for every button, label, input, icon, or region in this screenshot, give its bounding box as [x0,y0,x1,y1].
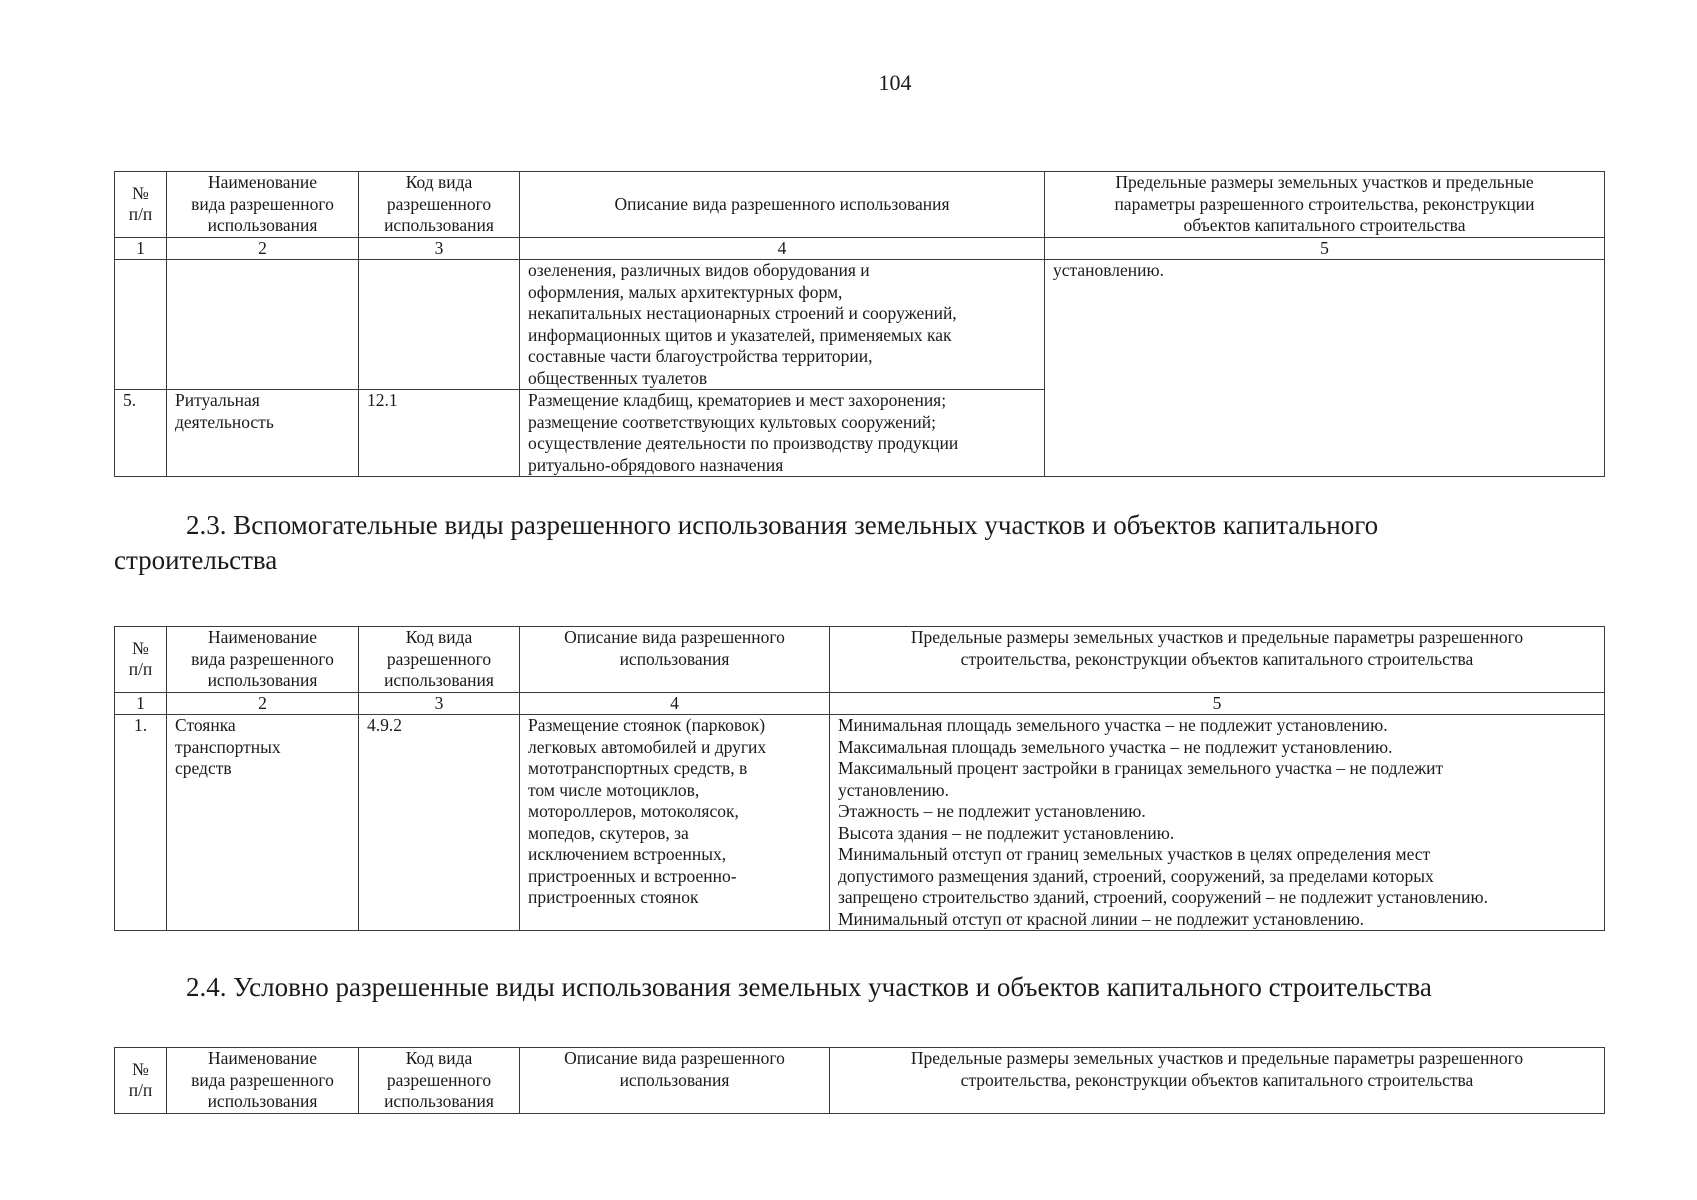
table-row [115,260,1605,390]
header-limits: Предельные размеры земельных участков и предельные параметры разрешенного строительства, реконструкции объектов капитального строительства [1045,172,1605,238]
column-number-row [115,237,1605,260]
header-limits: Предельные размеры земельных участков и предельные параметры разрешенного строительства, реконструкции объектов капитального строительства [830,627,1605,693]
col-number: 1 [115,237,167,260]
table-main-permitted-continued [114,171,1605,477]
cell-num: 5. [115,390,167,477]
cell-code: 4.9.2 [359,715,520,931]
header-name: Наименование вида разрешенного использования [167,1048,359,1114]
table-header-row [115,1048,1605,1114]
col-number: 5 [1045,237,1605,260]
cell-name [167,260,359,390]
col-number: 4 [520,237,1045,260]
header-code: Код вида разрешенного использования [359,172,520,238]
table-header-row [115,627,1605,693]
col-number: 2 [167,237,359,260]
cell-limits: установлению. [1045,260,1605,477]
header-description: Описание вида разрешенного использования [520,627,830,693]
cell-description: озеленения, различных видов оборудования и оформления, малых архитектурных форм, некапитальных нестационарных строений и сооружений, информационных щитов и указателей, применяемых как составные части благоустройства территории, общественных туалетов [520,260,1045,390]
page-number: 104 [878,70,912,95]
table-header-row [115,172,1605,238]
header-num: № п/п [115,1048,167,1114]
cell-limits: Минимальная площадь земельного участка – не подлежит установлению. Максимальная площадь земельного участка – не подлежит установлению. Максимальный процент застройки в границах земельного участка – не подлежит установлению. Этажность – не подлежит установлению. Высота здания – не подлежит установлению. Минимальный отступ от границ земельных участков в целях определения мест допустимого размещения зданий, строений, сооружений, за пределами которых запрещено строительство зданий, строений, сооружений – не подлежит установлению. Минимальный отступ от красной линии – не подлежит установлению. [830,715,1605,931]
cell-code: 12.1 [359,390,520,477]
col-number: 2 [167,692,359,715]
column-number-row [115,692,1605,715]
header-description: Описание вида разрешенного использования [520,1048,830,1114]
cell-name: Стоянка транспортных средств [167,715,359,931]
cell-description: Размещение стоянок (парковок) легковых автомобилей и других мототранспортных средств, в том числе мотоциклов, мотороллеров, мотоколясок, мопедов, скутеров, за исключением встроенных, пристроенных и встроенно- пристроенных стоянок [520,715,830,931]
cell-description: Размещение кладбищ, крематориев и мест захоронения; размещение соответствующих культовых сооружений; осуществление деятельности по производству продукции ритуально-обрядового назначения [520,390,1045,477]
col-number: 3 [359,692,520,715]
section-heading-2-4: 2.4. Условно разрешенные виды использования земельных участков и объектов капитального строительства [186,972,1432,1002]
header-limits: Предельные размеры земельных участков и предельные параметры разрешенного строительства, реконструкции объектов капитального строительства [830,1048,1605,1114]
header-name: Наименование вида разрешенного использования [167,172,359,238]
header-code: Код вида разрешенного использования [359,1048,520,1114]
cell-code [359,260,520,390]
table-conditional-uses [114,1047,1605,1114]
cell-num: 1. [115,715,167,931]
cell-num [115,260,167,390]
header-num: № п/п [115,627,167,693]
table-row [115,715,1605,931]
header-description: Описание вида разрешенного использования [520,172,1045,238]
col-number: 1 [115,692,167,715]
col-number: 4 [520,692,830,715]
header-code: Код вида разрешенного использования [359,627,520,693]
cell-name: Ритуальная деятельность [167,390,359,477]
section-heading-2-3: 2.3. Вспомогательные виды разрешенного использования земельных участков и объектов капитального строительства [114,510,1379,575]
header-name: Наименование вида разрешенного использования [167,627,359,693]
col-number: 5 [830,692,1605,715]
col-number: 3 [359,237,520,260]
header-num: № п/п [115,172,167,238]
table-auxiliary-uses [114,626,1605,931]
